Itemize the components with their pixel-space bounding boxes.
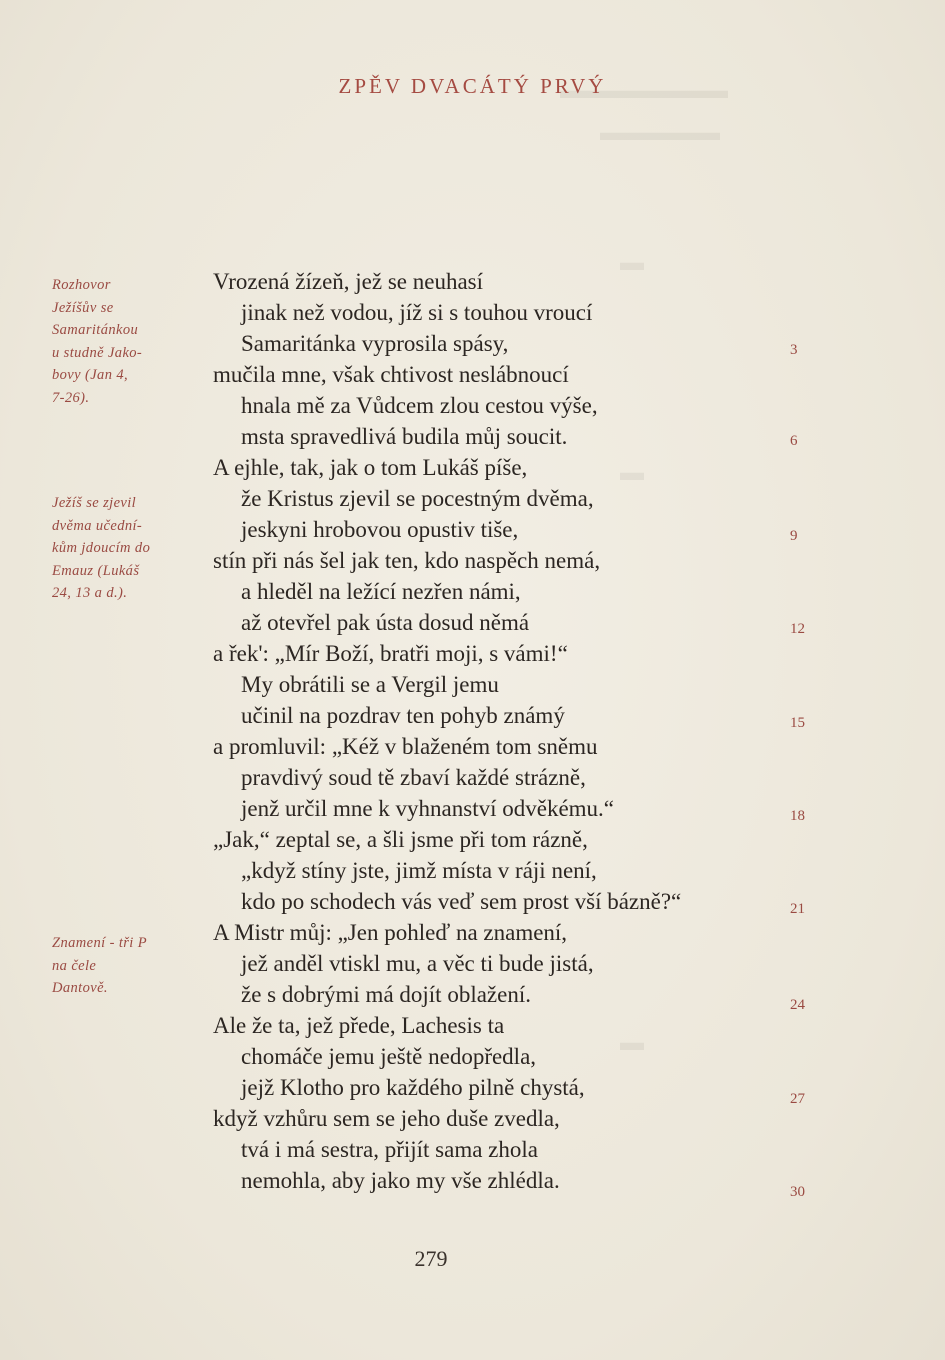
verse-line: jeskyni hrobovou opustiv tiše,	[241, 517, 519, 542]
verse-line: až otevřel pak ústa dosud němá	[241, 610, 530, 635]
line-number: 9	[790, 528, 798, 544]
margin-note-emmaus: Ježíš se zjevil dvěma učední- kům jdoucím do Emauz (Lukáš 24, 13 a d.).	[52, 495, 151, 601]
line-number: 6	[790, 433, 798, 449]
verse-line: msta spravedlivá budila můj soucit.	[241, 424, 568, 449]
margin-note-signs: Znamení - tři P na čele Dantově.	[52, 935, 148, 996]
verse-line: jež anděl vtiskl mu, a věc ti bude jistá,	[241, 951, 594, 976]
show-through-decoration: ▬▬▬▬▬▬▬	[560, 78, 728, 104]
verse-line: chomáče jemu ještě nedopředla,	[241, 1044, 537, 1069]
verse-line: stín při nás šel jak ten, kdo naspěch nemá,	[213, 548, 601, 573]
verse-line: učinil na pozdrav ten pohyb známý	[241, 703, 565, 728]
show-through-decoration: ▬	[620, 1030, 644, 1056]
show-through-decoration: ▬	[620, 250, 644, 276]
line-number: 3	[790, 342, 798, 358]
verse-line: že s dobrými má dojít oblažení.	[241, 982, 531, 1007]
page-number: 279	[414, 1246, 448, 1271]
line-number: 12	[790, 621, 805, 637]
verse-line: kdo po schodech vás veď sem prost vší bázně?“	[241, 889, 682, 914]
verse-line: A ejhle, tak, jak o tom Lukáš píše,	[213, 455, 528, 480]
verse-line: „Jak,“ zeptal se, a šli jsme při tom rázně,	[213, 827, 588, 852]
verse-line: „když stíny jste, jimž místa v ráji není,	[241, 858, 597, 883]
show-through-decoration: ▬	[620, 460, 644, 486]
verse-line: a promluvil: „Kéž v blaženém tom sněmu	[213, 734, 598, 759]
verse-line: a řek': „Mír Boží, bratři moji, s vámi!“	[213, 641, 568, 666]
verse-line: Vrozená žízeň, jež se neuhasí	[213, 269, 484, 294]
line-number: 24	[790, 997, 805, 1013]
verse-line: a hleděl na ležící nezřen námi,	[241, 579, 521, 604]
verse-line: jinak než vodou, jíž si s touhou vroucí	[241, 300, 593, 325]
canto-title: ZPĚV DVACÁTÝ PRVÝ	[338, 74, 607, 98]
verse-line: jenž určil mne k vyhnanství odvěkému.“	[241, 796, 615, 821]
verse-line: mučila mne, však chtivost neslábnoucí	[213, 362, 569, 387]
verse-line: pravdivý soud tě zbaví každé strázně,	[241, 765, 586, 790]
line-number: 30	[790, 1184, 805, 1200]
verse-line: Ale že ta, jež přede, Lachesis ta	[213, 1013, 505, 1038]
verse-line: nemohla, aby jako my vše zhlédla.	[241, 1168, 560, 1193]
line-number: 15	[790, 715, 805, 731]
verse-line: hnala mě za Vůdcem zlou cestou výše,	[241, 393, 598, 418]
verse-line: A Mistr můj: „Jen pohleď na znamení,	[213, 920, 568, 945]
show-through-decoration: ▬▬▬▬▬	[600, 120, 720, 146]
canto-header	[0, 74, 945, 99]
line-number: 21	[790, 901, 805, 917]
verse-line: My obrátili se a Vergil jemu	[241, 672, 499, 697]
margin-note-samaritan: Rozhovor Ježíšův se Samaritánkou u studně Jako- bovy (Jan 4, 7-26).	[52, 277, 143, 406]
verse-line: že Kristus zjevil se pocestným dvěma,	[241, 486, 594, 511]
line-number: 27	[790, 1091, 805, 1107]
verse-line: když vzhůru sem se jeho duše zvedla,	[213, 1106, 560, 1131]
verse-line: Samaritánka vyprosila spásy,	[241, 331, 509, 356]
line-number: 18	[790, 808, 805, 824]
verse-line: jejž Klotho pro každého pilně chystá,	[241, 1075, 585, 1100]
verse-line: tvá i má sestra, přijít sama zhola	[241, 1137, 538, 1162]
